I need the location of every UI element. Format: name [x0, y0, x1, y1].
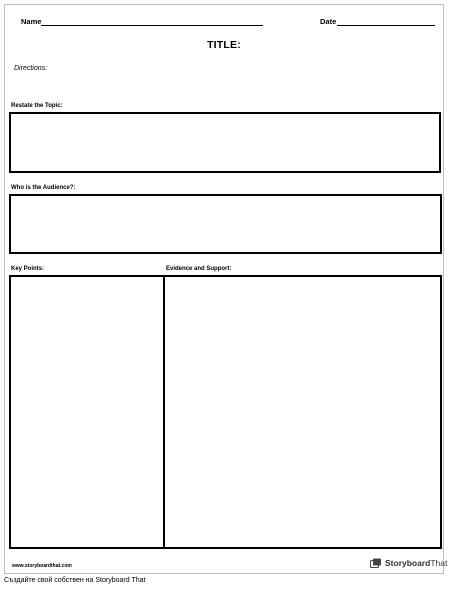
key-points-label: Key Points: — [11, 266, 45, 272]
date-line[interactable] — [337, 25, 435, 26]
evidence-label: Evidence and Support: — [166, 266, 232, 272]
directions-label: Directions: — [14, 65, 48, 72]
audience-label: Who is the Audience?: — [11, 185, 76, 191]
page-caption: Създайте свой собствен на Storyboard That — [4, 577, 146, 584]
storyboard-logo-icon — [370, 558, 382, 568]
key-points-box[interactable] — [9, 275, 165, 549]
storyboardthat-logo — [370, 558, 447, 568]
logo-bold-text: Storyboard — [385, 558, 431, 568]
name-label: Name — [21, 17, 42, 26]
logo-light-text: That — [430, 558, 448, 568]
date-label: Date — [320, 17, 337, 26]
restate-topic-label: Restate the Topic: — [11, 103, 63, 109]
name-line[interactable] — [41, 25, 263, 26]
audience-box[interactable] — [9, 194, 442, 254]
footer-website: www.storyboardthat.com — [12, 563, 72, 569]
restate-topic-box[interactable] — [9, 112, 441, 173]
evidence-box[interactable] — [163, 275, 442, 549]
page-title: TITLE: — [207, 39, 241, 51]
worksheet-page — [4, 4, 448, 574]
